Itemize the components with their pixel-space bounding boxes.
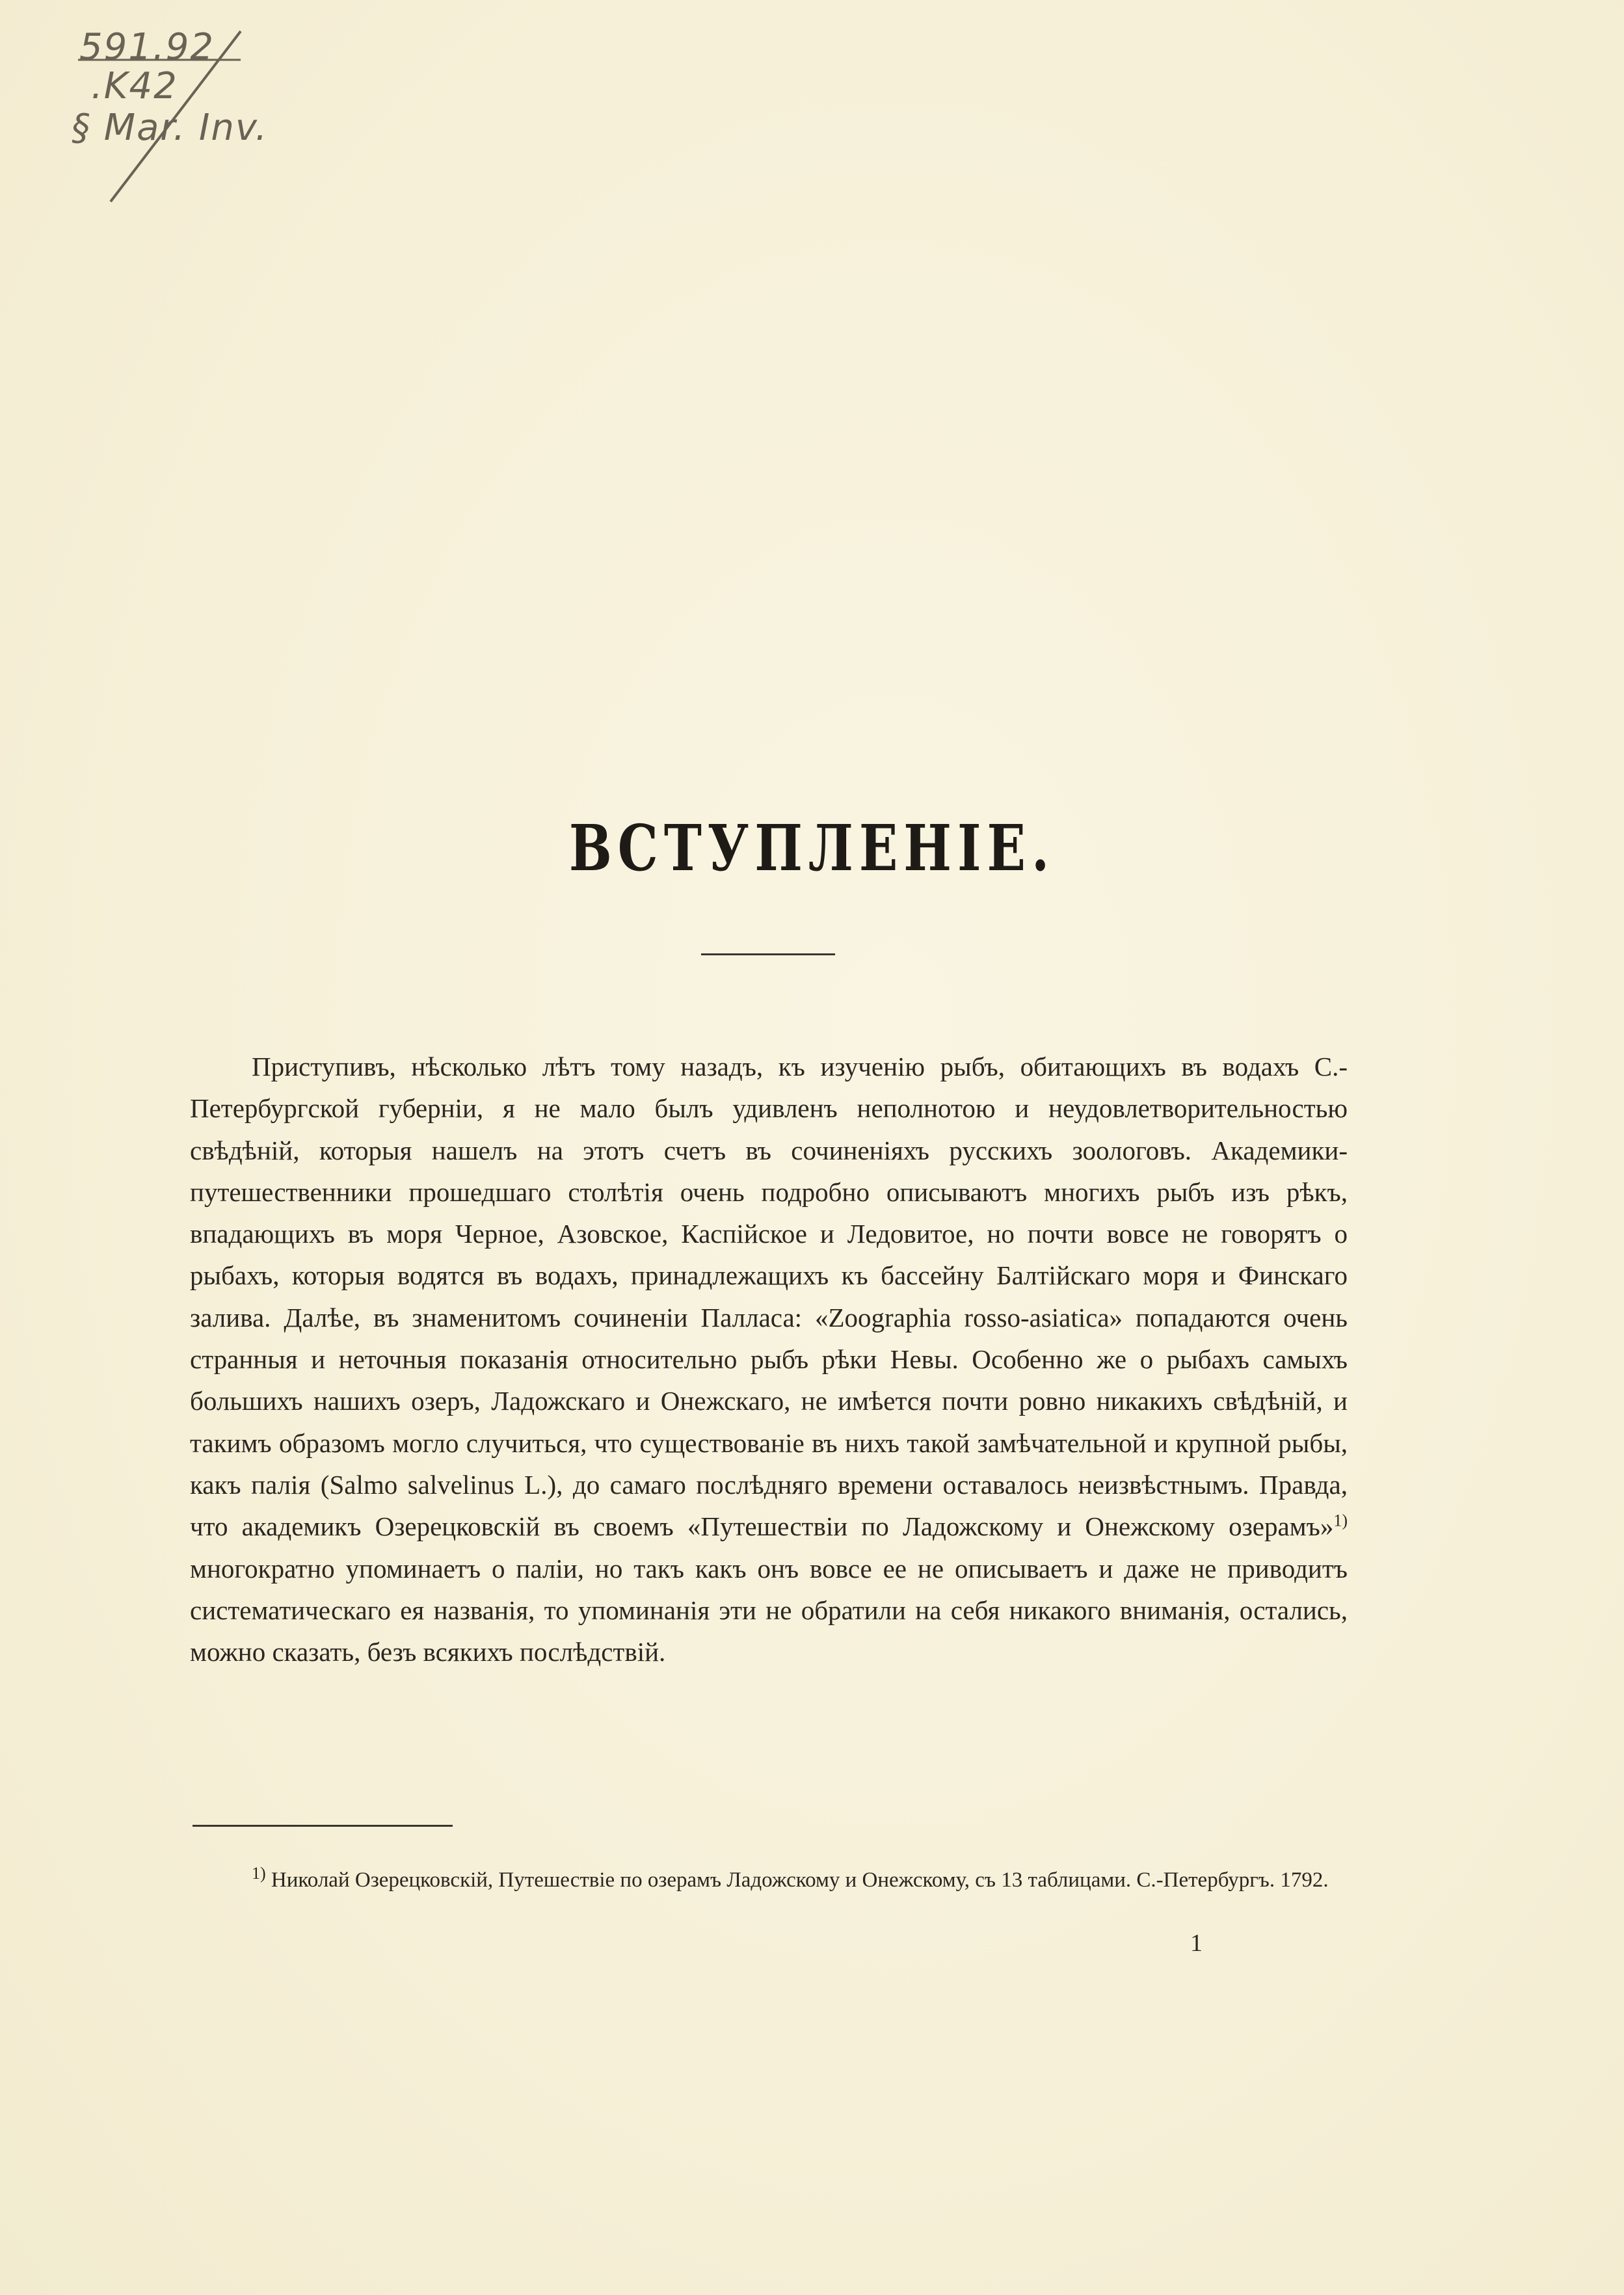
footnote	[190, 1864, 1348, 1896]
title-divider	[701, 953, 835, 955]
body-paragraph	[190, 1046, 1348, 1673]
catalog-number: 591.92	[79, 26, 215, 68]
catalog-strike-line	[72, 26, 345, 208]
body-text-part-1: Приступивъ, нѣсколько лѣтъ тому назадъ, къ изученію рыбъ, обитающихъ въ водахъ С.-Петербургской губерніи, я не мало былъ удивленъ неполнотою и неудовлетворительностью свѣдѣній, которыя нашелъ на этотъ счетъ въ сочиненіяхъ русскихъ зоологовъ. Академики-путешественники прошедшаго столѣтія очень подробно описываютъ многихъ рыбъ изъ рѣкъ, впадающихъ въ моря Черное, Азовское, Каспійское и Ледовитое, но почти вовсе не говорятъ о рыбахъ, которыя водятся въ водахъ, принадлежащихъ къ бассейну Балтійскаго моря и Финскаго залива. Далѣе, въ знаменитомъ сочиненіи Палласа: «Zoographia rosso-asiatica» попадаются очень странныя и неточныя показанія относительно рыбъ рѣки Невы. Особенно же о рыбахъ самыхъ большихъ нашихъ озеръ, Ладожскаго и Онежскаго, не имѣется почти ровно никакихъ свѣдѣній, и такимъ образомъ могло случиться, что существованіе въ нихъ такой замѣчательной и крупной рыбы, какъ палія (Salmo salvelinus L.), до самаго послѣдняго времени оставалось неизвѣстнымъ. Правда, что академикъ Озерецковскій въ своемъ «Путешествіи по Ладожскому и Онежскому озерамъ»	[190, 1052, 1348, 1542]
page-title: ВСТУПЛЕНІЕ.	[568, 812, 1056, 886]
page-number: 1	[1190, 1930, 1203, 1957]
body-text-part-2: многократно упоминаетъ о паліи, но такъ какъ онъ вовсе ее не описываетъ и даже не приводитъ систематическаго ея названія, то упоминанія эти не обратили на себя никакого вниманія, остались, можно сказать, безъ всякихъ послѣдствій.	[190, 1553, 1348, 1667]
footnote-reference: 1)	[1333, 1511, 1348, 1530]
catalog-suffix: .K42	[91, 65, 178, 107]
handwritten-catalog-mark	[72, 26, 345, 208]
footnote-mark: 1)	[252, 1864, 266, 1883]
footnote-text: Николай Озерецковскій, Путешествіе по озерамъ Ладожскому и Онежскому, съ 13 таблицами. С.-Петербургъ. 1792.	[265, 1868, 1329, 1892]
footnote-divider	[193, 1825, 453, 1827]
catalog-collection: § Mar. Inv.	[72, 107, 269, 149]
